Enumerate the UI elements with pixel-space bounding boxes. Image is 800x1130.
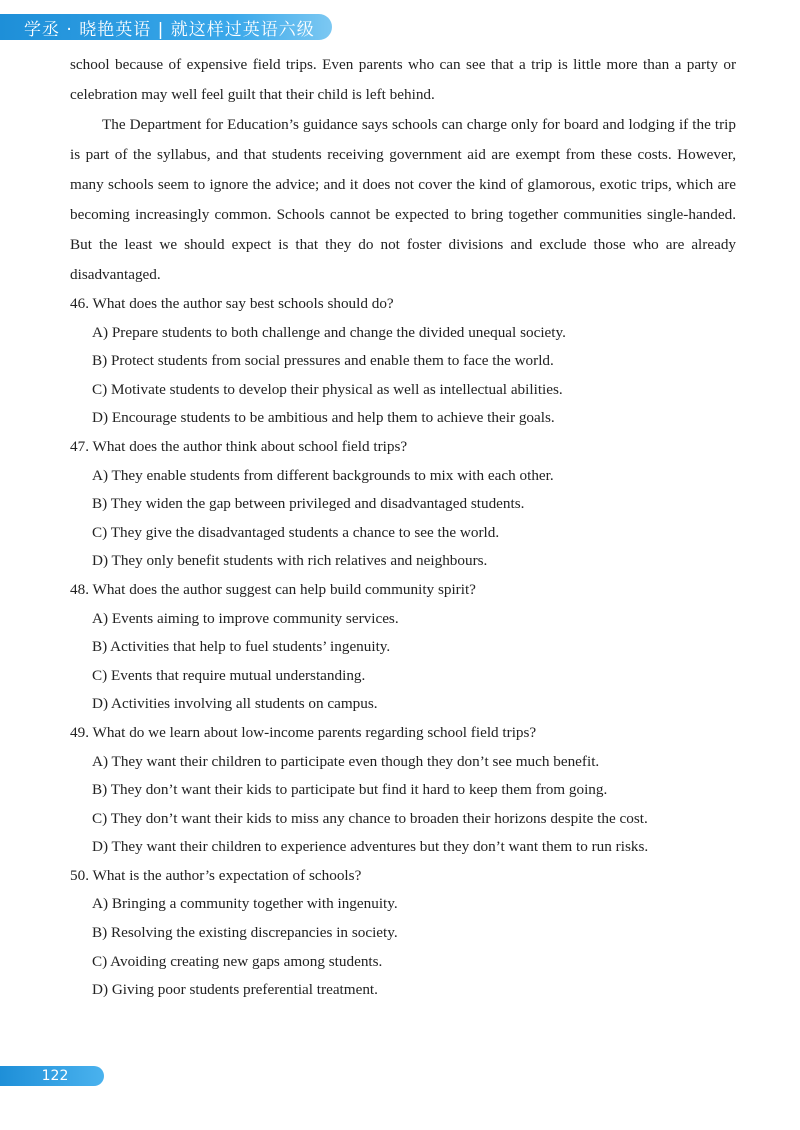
header-title: 学丞 · 晓艳英语 | 就这样过英语六级 (24, 19, 315, 40)
option-b: B) Protect students from social pressures and enable them to face the world. (92, 352, 554, 370)
question-49 (70, 719, 736, 862)
option-a: A) Prepare students to both challenge and change the divided unequal society. (92, 323, 566, 341)
question-47 (70, 433, 736, 576)
option-c: C) They give the disadvantaged students a chance to see the world. (92, 523, 500, 541)
option-c: C) Motivate students to develop their physical as well as intellectual abilities. (92, 380, 563, 398)
page-content (70, 50, 736, 1005)
option-a: A) They enable students from different backgrounds to mix with each other. (92, 466, 554, 484)
option-b: B) Activities that help to fuel students’ ingenuity. (92, 638, 391, 656)
passage-line: school because of expensive field trips. Even parents who can see that a trip is little more than a party (70, 56, 718, 73)
option-d: D) They only benefit students with rich relatives and neighbours. (92, 552, 488, 570)
question-50 (70, 862, 736, 1005)
question-46 (70, 290, 736, 433)
option-b: B) They don’t want their kids to participate but find it hard to keep them from going. (92, 781, 608, 799)
option-c: C) Events that require mutual understanding. (92, 666, 366, 684)
passage-line: exclude those who are already disadvantaged. (70, 236, 737, 283)
option-d: D) Giving poor students preferential treatment. (92, 981, 378, 999)
option-b: B) Resolving the existing discrepancies in society. (92, 924, 398, 942)
question-text: 48. What does the author suggest can help build community spirit? (70, 580, 476, 598)
option-a: A) They want their children to participate even though they don’t see much benefit. (92, 752, 600, 770)
question-text: 47. What does the author think about school field trips? (70, 437, 408, 455)
option-b: B) They widen the gap between privileged and disadvantaged students. (92, 495, 525, 513)
option-a: A) Bringing a community together with ingenuity. (92, 895, 398, 913)
passage-paragraph-2 (70, 110, 736, 290)
question-text: 49. What do we learn about low-income parents regarding school field trips? (70, 723, 537, 741)
passage-line: The Department for Education’s guidance says schools can charge only for board and lodging (102, 116, 675, 133)
page-number-tab (0, 1066, 104, 1086)
page-number: 122 (41, 1068, 69, 1084)
passage-line: exotic trips, which are becoming increasingly common. Schools cannot be expected to bring together (70, 176, 736, 223)
passage-line: if the trip is part of the syllabus, and that students receiving government aid are exempt from these (70, 116, 736, 163)
option-c: C) Avoiding creating new gaps among students. (92, 952, 383, 970)
option-d: D) Encourage students to be ambitious and help them to achieve their goals. (92, 409, 555, 427)
question-text: 50. What is the author’s expectation of schools? (70, 866, 362, 884)
option-a: A) Events aiming to improve community services. (92, 609, 399, 627)
option-c: C) They don’t want their kids to miss any chance to broaden their horizons despite the cost. (92, 809, 648, 827)
option-d: D) They want their children to experience adventures but they don’t want them to run risks. (92, 838, 649, 856)
question-48 (70, 576, 736, 719)
question-text: 46. What does the author say best schools should do? (70, 295, 394, 312)
passage-line: or celebration may well feel guilt that their child is left behind. (70, 56, 736, 103)
option-d: D) Activities involving all students on campus. (92, 695, 378, 713)
header-banner (0, 14, 332, 40)
passage-line: costs. However, many schools seem to ignore the advice; and it does not cover the kind of glamorous, (70, 146, 737, 193)
passage-paragraph-1 (70, 50, 736, 110)
passage-line: communities single-handed. But the least we should expect is that they do not foster divisions and (70, 206, 737, 253)
